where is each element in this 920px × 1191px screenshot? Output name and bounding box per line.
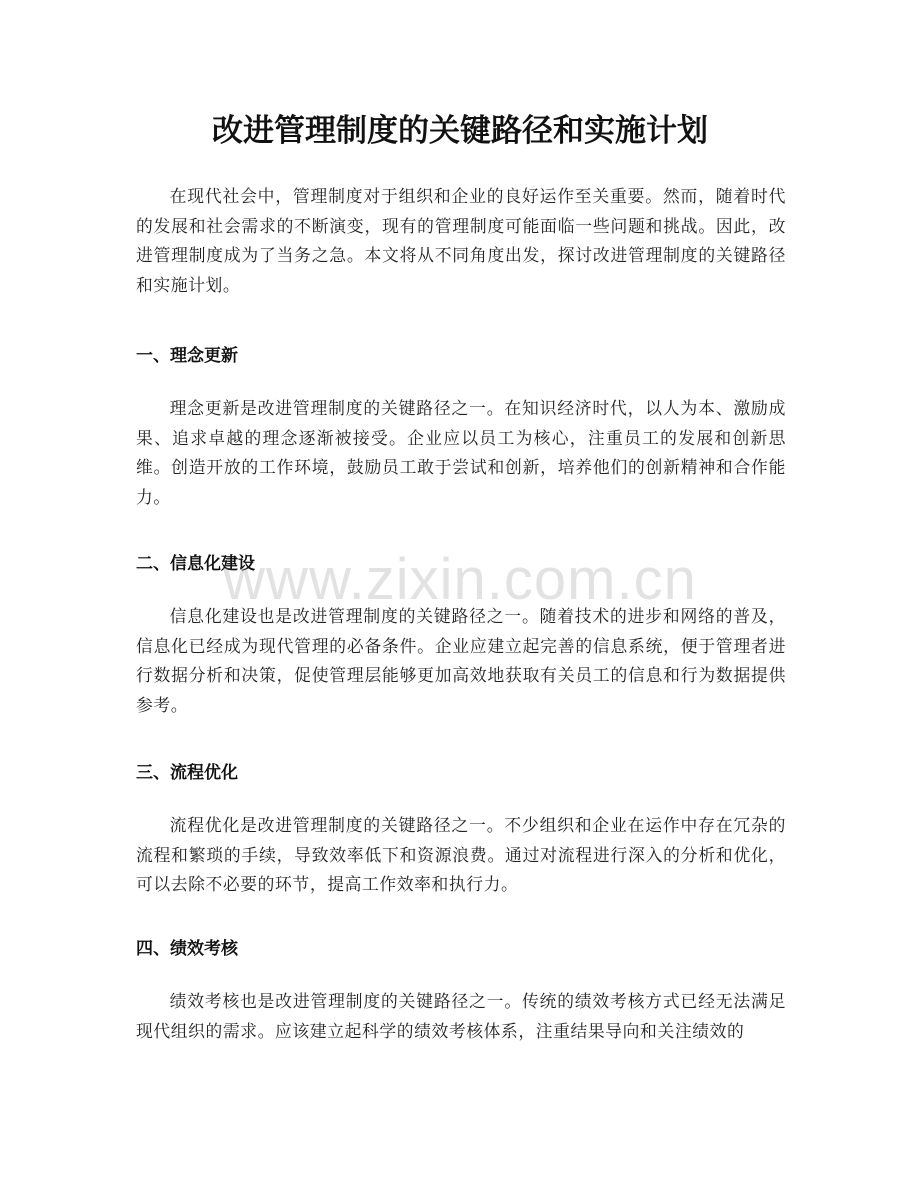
section-body-performance-appraisal: 绩效考核也是改进管理制度的关键路径之一。传统的绩效考核方式已经无法满足现代组织的需求。应该建立起科学的绩效考核体系，注重结果导向和关注绩效的	[136, 991, 786, 1041]
intro-paragraph: 在现代社会中，管理制度对于组织和企业的良好运作至关重要。然而，随着时代的发展和社会需求的不断演变，现有的管理制度可能面临一些问题和挑战。因此，改进管理制度成为了当务之急。本文将从不同角度出发，探讨改进管理制度的关键路径和实施计划。	[136, 186, 786, 295]
watermark: www.zixin.com.cn	[223, 547, 697, 612]
section-body-informatization: 信息化建设也是改进管理制度的关键路径之一。随着技术的进步和网络的普及，信息化已经成为现代管理的必备条件。企业应建立起完善的信息系统，便于管理者进行数据分析和决策，促使管理层能够更加高效地获取有关员工的信息和行为数据提供参考。	[136, 606, 786, 715]
page-title: 改进管理制度的关键路径和实施计划	[212, 113, 708, 149]
section-body-concept-update: 理念更新是改进管理制度的关键路径之一。在知识经济时代，以人为本、激励成果、追求卓越的理念逐渐被接受。企业应以员工为核心，注重员工的发展和创新思维。创造开放的工作环境，鼓励员工敢于尝试和创新，培养他们的创新精神和合作能力。	[136, 398, 786, 507]
section-heading-performance-appraisal: 四、绩效考核	[136, 939, 238, 959]
section-heading-process-optimization: 三、流程优化	[136, 763, 238, 783]
section-body-process-optimization: 流程优化是改进管理制度的关键路径之一。不少组织和企业在运作中存在冗杂的流程和繁琐的手续，导致效率低下和资源浪费。通过对流程进行深入的分析和优化，可以去除不必要的环节，提高工作效率和执行力。	[136, 815, 786, 894]
section-heading-concept-update: 一、理念更新	[136, 346, 238, 366]
section-heading-informatization: 二、信息化建设	[136, 554, 255, 574]
